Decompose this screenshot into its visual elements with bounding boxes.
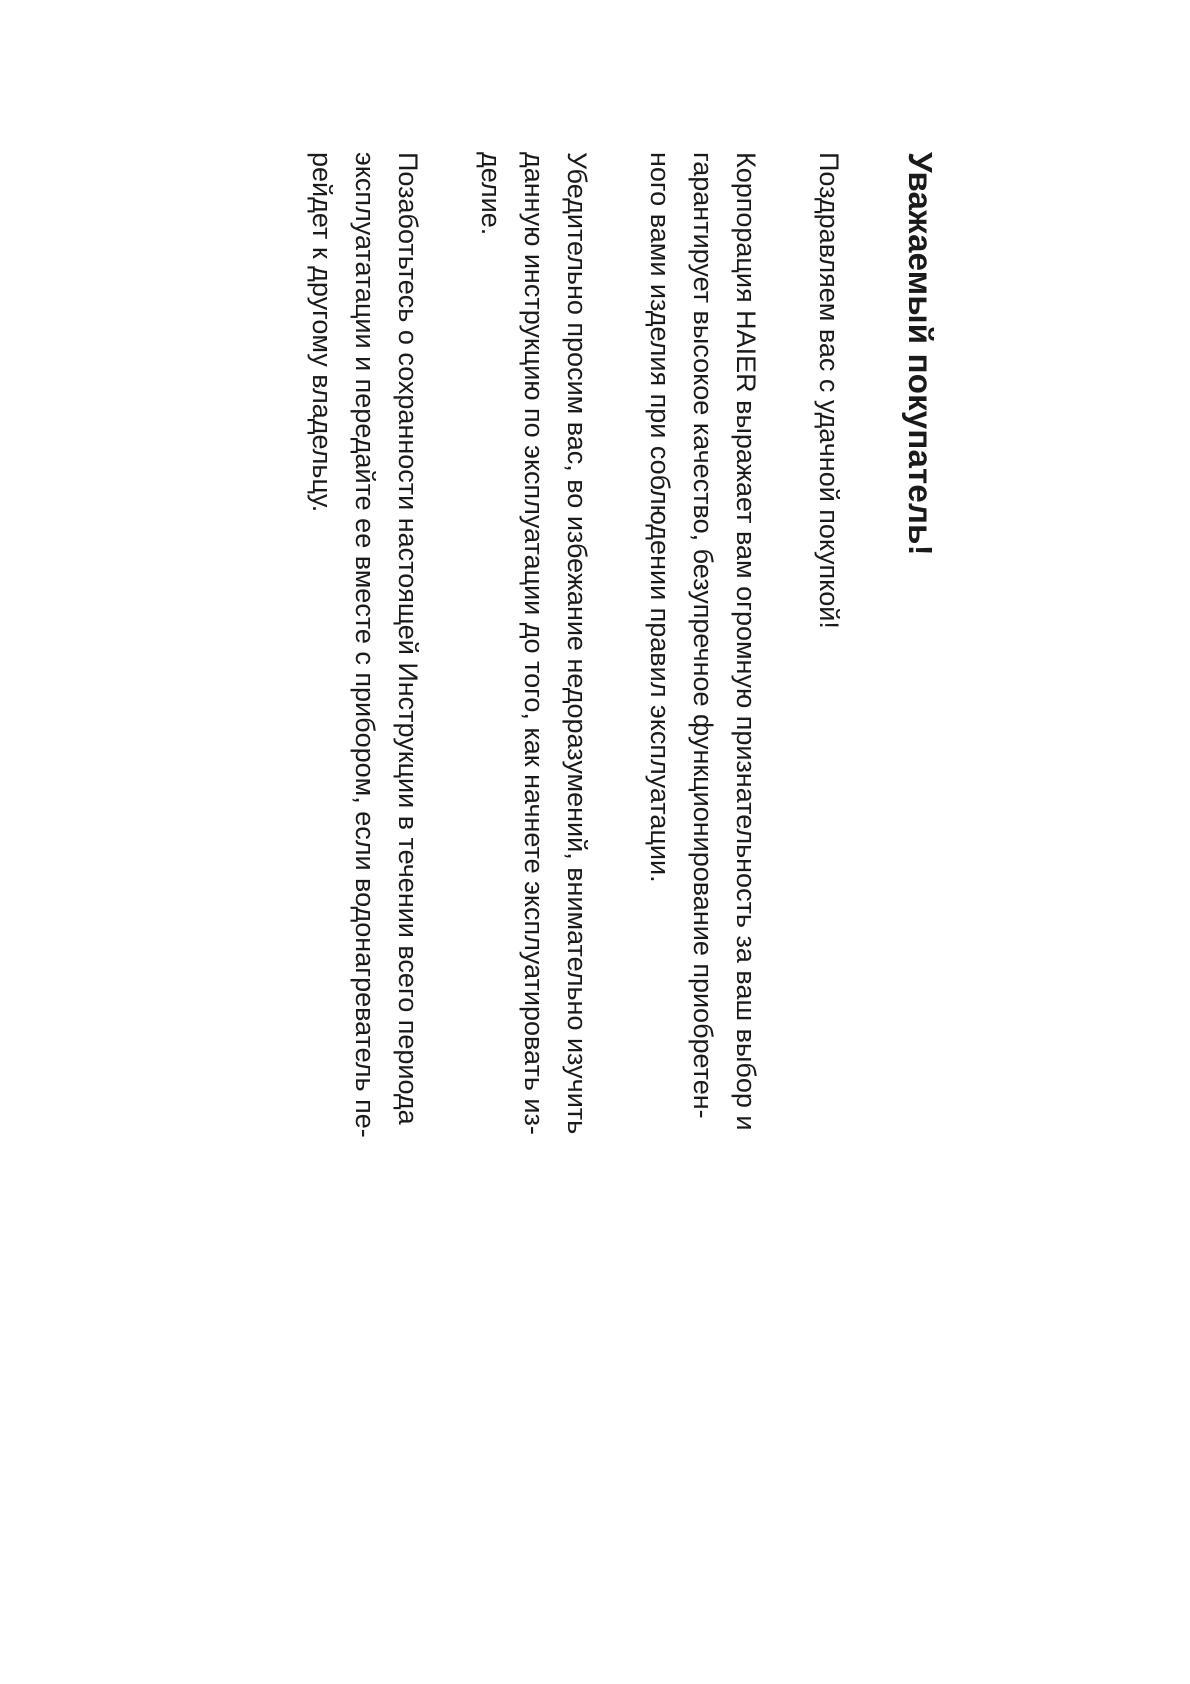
paragraph-line: Поздравляем вас с удачной покупкой! xyxy=(814,152,844,629)
paragraph-line: Корпорация HAIER выражает вам огромную признательность за ваш выбор и xyxy=(731,152,761,1131)
paragraph-line: эксплуататации и передайте ее вместе с прибором, если водонагреватель пе- xyxy=(350,152,380,1138)
paragraph-line: делие. xyxy=(476,152,506,236)
paragraph-line: рейдет к другому владельцу. xyxy=(307,152,337,513)
paragraph-line: Убедительно просим вас, во избежание недоразумений, внимательно изучить xyxy=(562,152,592,1135)
paragraph-line: Позаботьтесь о сохранности настоящей Инструкции в течении всего периода xyxy=(393,152,423,1125)
rotated-text-block xyxy=(260,152,940,1512)
paragraph-line: данную инструкцию по эксплуатации до того, как начнете эксплуатировать из- xyxy=(519,152,549,1135)
paragraph-gratitude xyxy=(638,152,767,1512)
paragraph-line: гарантирует высокое качество, безупречное функционирование приобретен- xyxy=(688,152,718,1119)
paragraph-congratulations xyxy=(807,152,850,1512)
paragraph-line: ного вами изделия при соблюдении правил эксплуатации. xyxy=(645,152,675,883)
paragraph-keep-instructions xyxy=(300,152,429,1512)
paragraph-read-instructions xyxy=(469,152,598,1512)
page-title: Уважаемый покупатель! xyxy=(902,152,939,556)
